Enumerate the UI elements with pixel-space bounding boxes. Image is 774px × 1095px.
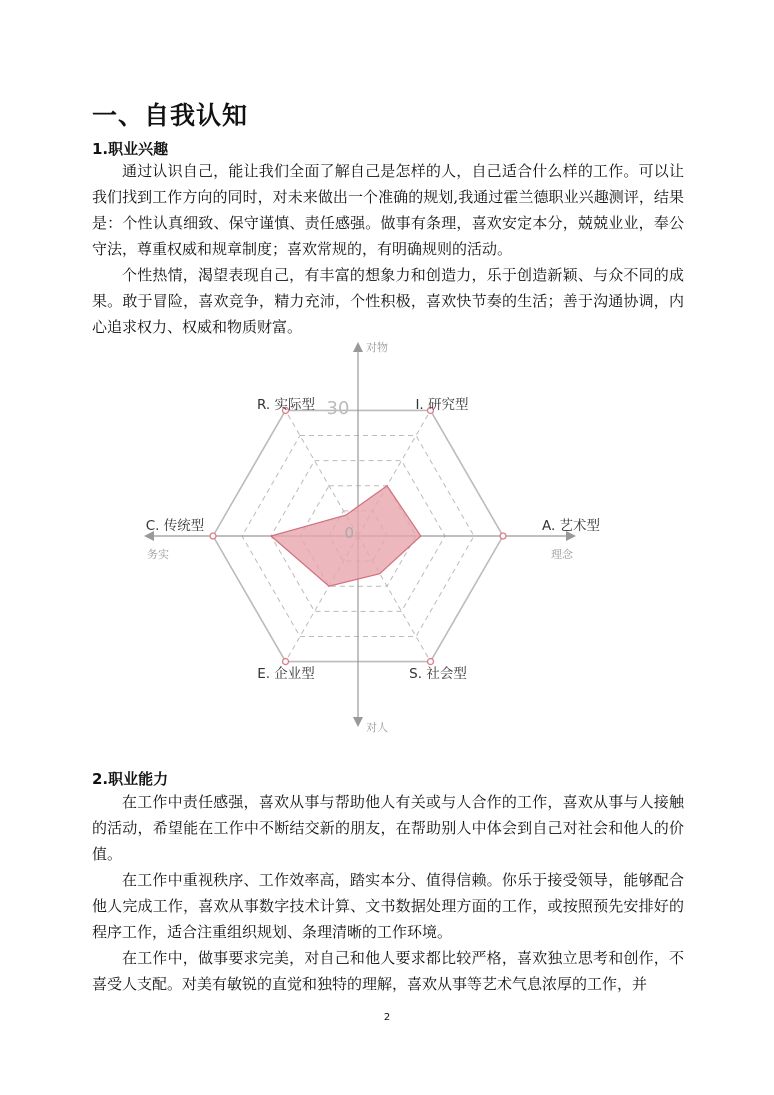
paragraph: 在工作中重视秩序、工作效率高，踏实本分、值得信赖。你乐于接受领导，能够配合他人完成工作，喜欢从事数字技术计算、文书数据处理方面的工作，或按照预先安排好的程序工作，适合注重组织规划、条理清晰的工作环境。	[92, 871, 684, 941]
direction-label-top: 对物	[366, 341, 388, 354]
axis-category-label: E. 企业型	[257, 666, 315, 682]
axis-category-label: C. 传统型	[145, 518, 205, 534]
page-number: 2	[383, 1012, 391, 1023]
axis-arrow-up	[353, 342, 363, 352]
radar-svg	[120, 336, 660, 736]
paragraph: 在工作中责任感强，喜欢从事与帮助他人有关或与人合作的工作，喜欢从事与人接触的活动，希望能在工作中不断结交新的朋友，在帮助别人中体会到自己对社会和他人的价值。	[92, 793, 684, 863]
radar-vertex-marker	[210, 533, 216, 539]
section-title-career-interest: 1.职业兴趣	[92, 140, 169, 158]
section-title-career-ability: 2.职业能力	[92, 770, 169, 788]
chapter-heading: 一、自我认知	[92, 101, 249, 130]
axis-category-label: S. 社会型	[409, 666, 467, 682]
paragraph: 在工作中，做事要求完美，对自己和他人要求都比较严格，喜欢独立思考和创作，不喜受人支配。对美有敏锐的直觉和独特的理解，喜欢从事等艺术气息浓厚的工作，并	[92, 949, 684, 993]
scale-min-label: 0	[344, 524, 354, 542]
radar-vertex-marker	[283, 659, 289, 665]
axis-category-label: I. 研究型	[415, 397, 469, 413]
axis-arrow-down	[353, 717, 363, 727]
paragraph: 通过认识自己，能让我们全面了解自己是怎样的人，自己适合什么样的工作。可以让我们找到工作方向的同时，对未来做出一个准确的规划,我通过霍兰德职业兴趣测评，结果是：个性认真细致、保守谨慎、责任感强。做事有条理，喜欢安定本分，兢兢业业，奉公守法，尊重权威和规章制度；喜欢常规的，有明确规则的活动。	[92, 162, 684, 258]
direction-label-left: 务实	[147, 548, 169, 561]
direction-label-bottom: 对人	[366, 721, 388, 734]
radar-vertex-marker	[500, 533, 506, 539]
axis-category-label: A. 艺术型	[541, 518, 601, 534]
direction-label-right: 理念	[551, 548, 573, 561]
scale-max-label: 30	[326, 398, 350, 419]
radar-vertex-marker	[428, 659, 434, 665]
holland-radar-chart	[120, 336, 660, 736]
axis-category-label: R. 实际型	[257, 397, 315, 413]
paragraph: 个性热情，渴望表现自己，有丰富的想象力和创造力，乐于创造新颖、与众不同的成果。敢于冒险，喜欢竞争，精力充沛，个性积极，喜欢快节奏的生活；善于沟通协调，内心追求权力、权威和物质财富。	[92, 266, 684, 336]
